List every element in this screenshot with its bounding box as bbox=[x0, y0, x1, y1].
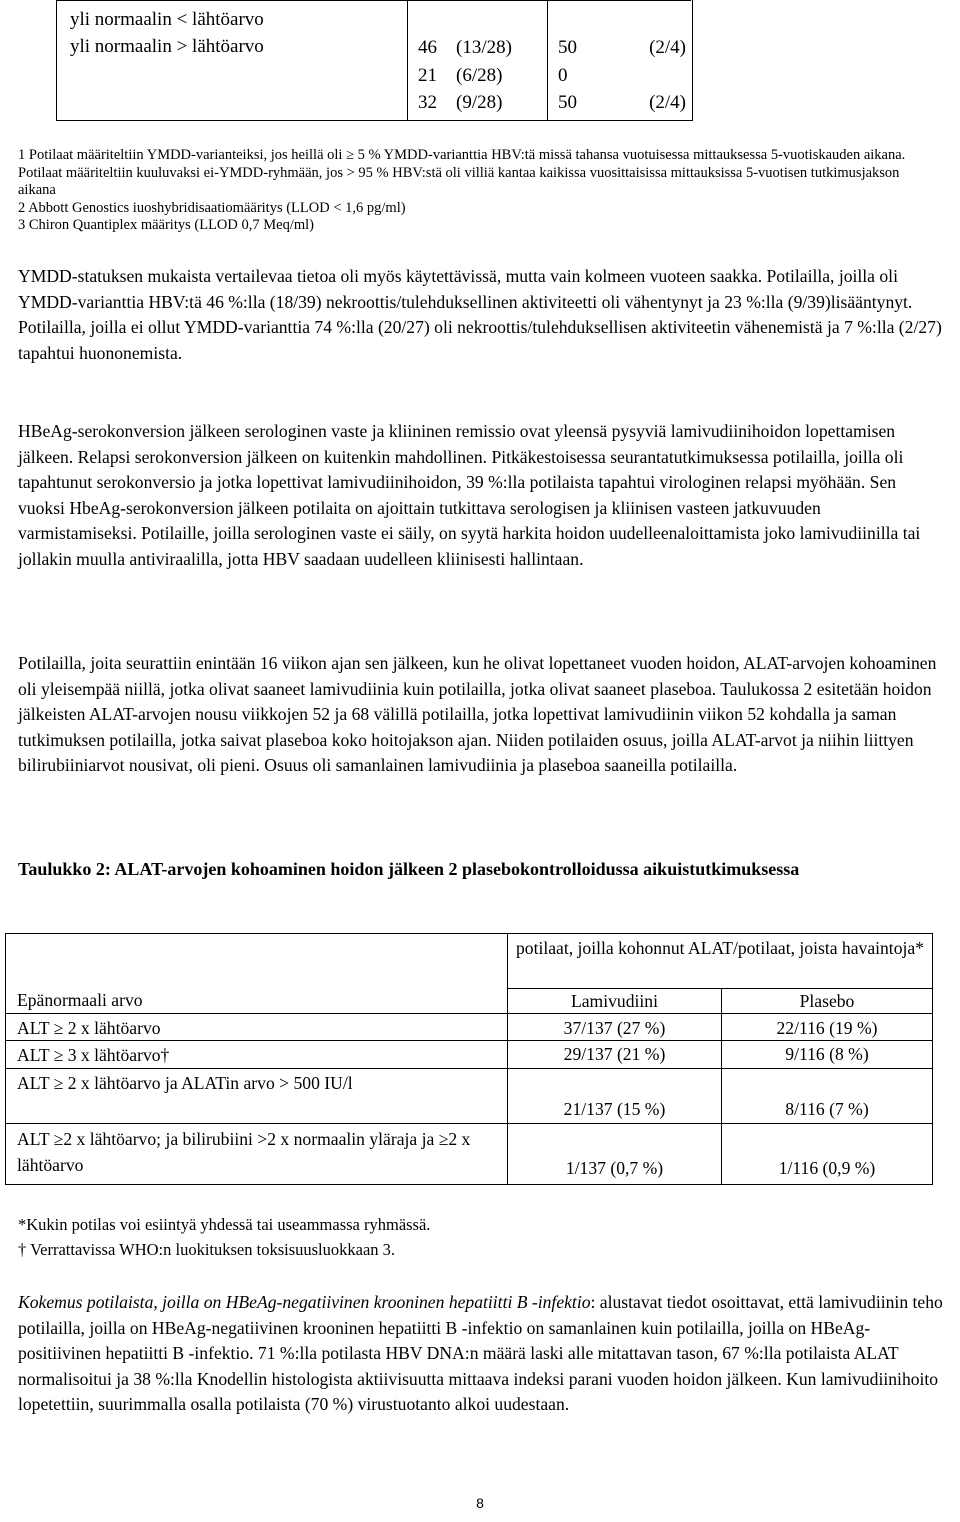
column-header-placebo: Plasebo bbox=[799, 991, 855, 1011]
footnote: 2 Abbott Genostics iuoshybridisaatiomääritys (LLOD < 1,6 pg/ml) bbox=[18, 199, 406, 216]
table-cell: 21 (6/28) bbox=[418, 64, 503, 86]
row-label: yli normaalin < lähtöarvo bbox=[70, 9, 264, 30]
table-2-title: Taulukko 2: ALAT-arvojen kohoaminen hoidon jälkeen 2 plasebokontrolloidussa aikuistutkimuksessa bbox=[18, 859, 800, 879]
non-ymdd-column bbox=[558, 34, 686, 117]
alat-table bbox=[5, 933, 933, 1185]
column-header-lamivudine: Lamivudiini bbox=[571, 991, 658, 1011]
table-cell: 8/116 (7 %) bbox=[785, 1099, 869, 1119]
alat-paragraph: Potilailla, joita seurattiin enintään 16 viikon ajan sen jälkeen, kun he olivat lopettaneet vuoden hoidon, ALAT-arvojen kohoaminen oli yleisempää niillä, jotka olivat saaneet lamivudiinia kuin potilailla, jotka olivat saaneet plaseboa. Taulukossa 2 esitetään hoidon jälkeisten ALAT-arvojen nousu viikkojen 52 ja 68 välillä potilailla, jotka lopettivat lamivudiinin viikon 52 kohdalla ja saman tutkimuksen potilailla, jotka saivat plaseboa koko hoitojakson ajan. Niiden potilaiden osuus, joilla ALAT-arvot ja niihin liittyen bilirubiiniarvot nousivat, oli pieni. Osuus oli samanlainen lamivudiinia ja plaseboa saaneilla potilailla. bbox=[18, 653, 937, 775]
column-divider bbox=[547, 0, 548, 120]
table-note: *Kukin potilas voi esiintyä yhdessä tai useammassa ryhmässä. bbox=[18, 1215, 431, 1234]
table-cell: 22/116 (19 %) bbox=[776, 1018, 878, 1038]
column-divider bbox=[407, 0, 408, 120]
column-header-abnormal: Epänormaali arvo bbox=[17, 990, 143, 1010]
table-cell: 37/137 (27 %) bbox=[563, 1018, 666, 1038]
table-note: † Verrattavissa WHO:n luokituksen toksisuusluokkaan 3. bbox=[18, 1240, 396, 1259]
page-number: 8 bbox=[476, 1495, 484, 1511]
serokonversio-paragraph: HBeAg-serokonversion jälkeen serologinen vaste ja kliininen remissio ovat yleensä pysyviä lamivudiinihoidon lopettamisen jälkeen. Relapsi serokonversion jälkeen on kuitenkin mahdollinen. Pitkäkestoisessa seurantatutkimuksessa potilailla, joilla oli tapahtunut serokonversio ja jotka lopettivat lamivudiinihoidon, 39 %:lla potilaista tapahtui virologinen relapsi myöhään. Sen vuoksi HbeAg-serokonversion jälkeen potilaita on ajoittain tutkittava serologisen ja kliinisen vasteen jatkuvuuden varmistamiseksi. Potilaille, joilla serologinen vaste ei säily, on syytä harkita hoidon uudelleenaloittamista joko lamivudiinilla tai jollakin muulla antiviraalilla, jotta HBV saadaan uudelleen kliinisesti hallintaan. bbox=[18, 421, 921, 569]
table-cell: 46 (13/28) bbox=[418, 37, 512, 58]
experience-text: : alustavat tiedot osoittavat, että lamivudiinin teho potilailla, joilla on HBeAg-negatiivinen krooninen hepatiitti B -infektio on samanlainen kuin potilailla, joilla on HBeAg-positiivinen hepatiitti B -infektio. 71 %:lla potilasta HBV DNA:n määrä laski alle mitattavan tason, 67 %:lla potilaista ALAT normalisoitui ja 38 %:lla Knodellin histologista aktiivisuutta mittaava indeksi parani vuoden hoidon jälkeen. Kun lamivudiinihoito lopetettiin, suurimmalla osalla potilaista (70 %) virustuotanto alkoi uudestaan. bbox=[18, 1292, 943, 1414]
table-footnotes bbox=[18, 147, 938, 235]
row-label: ALT ≥ 2 x lähtöarvo ja ALATin arvo > 500 IU/l bbox=[17, 1073, 353, 1093]
table-cell: 1/137 (0,7 %) bbox=[565, 1158, 664, 1178]
experience-heading: Kokemus potilaista, joilla on HBeAg-negatiivinen krooninen hepatiitti B -infektio bbox=[18, 1292, 591, 1312]
row-label: ALT ≥2 x lähtöarvo; ja bilirubiini >2 x normaalin yläraja ja ≥2 x lähtöarvo bbox=[17, 1129, 471, 1175]
row-labels bbox=[70, 6, 264, 60]
row-label: ALT ≥ 2 x lähtöarvo bbox=[17, 1018, 161, 1038]
group-header: potilaat, joilla kohonnut ALAT/potilaat, joista havaintoja* bbox=[515, 938, 924, 958]
row-label: yli normaalin > lähtöarvo bbox=[70, 36, 264, 57]
table-2-notes bbox=[18, 1212, 430, 1262]
experience-paragraph bbox=[18, 1290, 943, 1418]
ymdd-paragraph: YMDD-statuksen mukaista vertailevaa tietoa oli myös käytettävissä, mutta vain kolmeen vuoteen saakka. Potilailla, joilla oli YMDD-varianttia HBV:tä 46 %:lla (18/39) nekroottis/tulehduksellinen aktiviteetti oli vähentynyt ja 23 %:lla (9/39)lisääntynyt. Potilailla, joilla ei ollut YMDD-varianttia 74 %:lla (20/27) oli nekroottis/tulehduksellisen aktiviteetin vähenemistä ja 7 %:lla (2/27) tapahtui huononemista. bbox=[18, 266, 942, 363]
table-cell: 21/137 (15 %) bbox=[563, 1099, 666, 1119]
footnote: 1 Potilaat määriteltiin YMDD-varianteiksi, jos heillä oli ≥ 5 % YMDD-varianttia HBV:tä missä tahansa vuotuisessa mittauksessa 5-vuotiskauden aikana. Potilaat määriteltiin kuuluvaksi ei-YMDD-ryhmään, jos > 95 % HBV:stä oli villiä kantaa kaikissa vuosittaisissa mittauksissa 5-vuotisen tutkimusjakson aikana bbox=[18, 147, 906, 198]
table-cell: 29/137 (21 %) bbox=[563, 1044, 666, 1064]
table-cell: 1/116 (0,9 %) bbox=[778, 1158, 876, 1178]
footnote: 3 Chiron Quantiplex määritys (LLOD 0,7 Meq/ml) bbox=[18, 217, 314, 233]
table-cell: 50 (2/4) bbox=[558, 37, 686, 58]
ymdd-column bbox=[418, 34, 512, 117]
results-table-fragment bbox=[56, 0, 691, 120]
table-cell: 32 (9/28) bbox=[418, 92, 503, 113]
row-label: ALT ≥ 3 x lähtöarvo† bbox=[17, 1045, 170, 1065]
table-cell: 0 bbox=[558, 64, 568, 86]
table-cell: 50 (2/4) bbox=[558, 92, 686, 113]
table-cell: 9/116 (8 %) bbox=[785, 1044, 869, 1064]
